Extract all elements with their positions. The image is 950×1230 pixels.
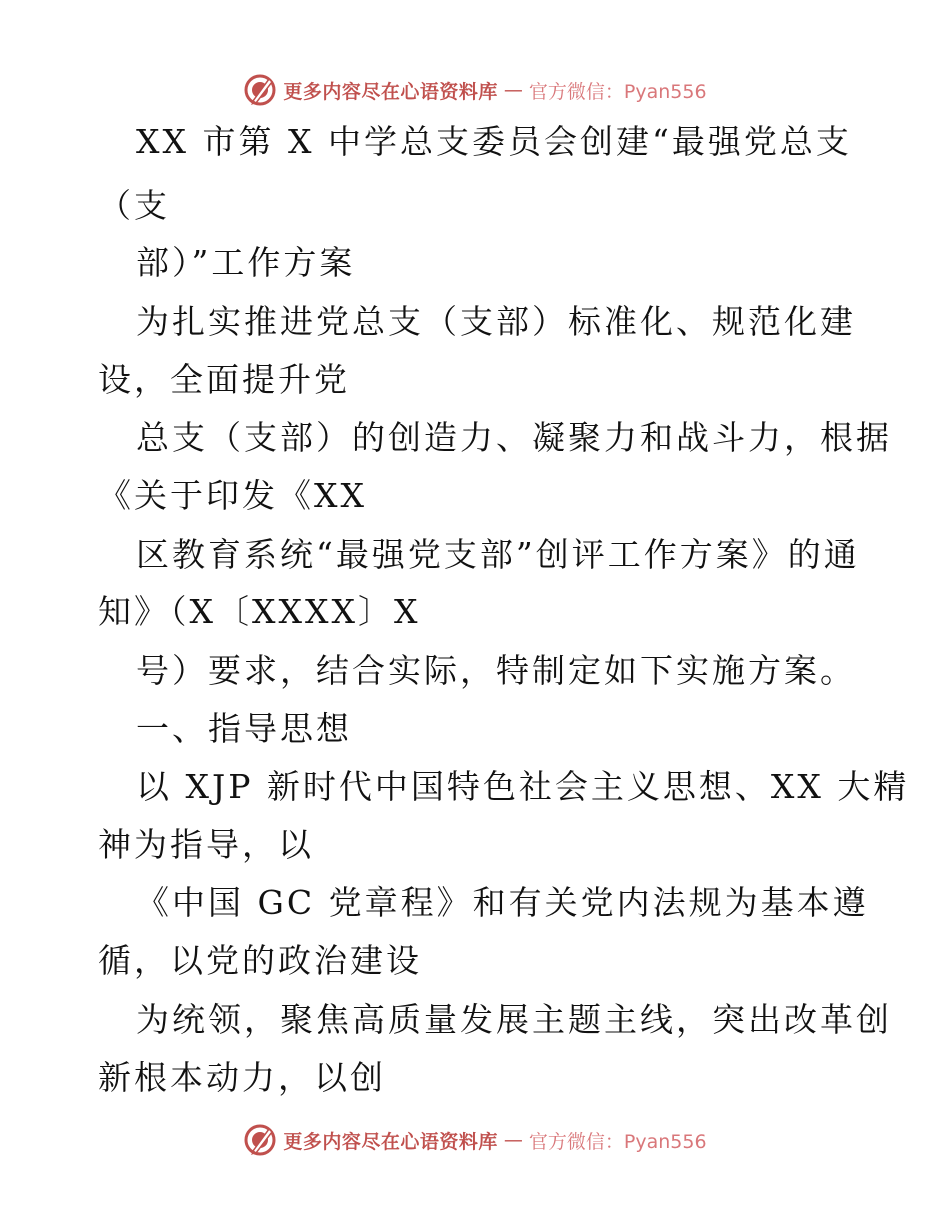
title-line-1: XX 市第 X 中学总支委员会创建“最强党总支 — [136, 122, 852, 161]
watermark-brand-text: 更多内容尽在心语资料库 — [283, 80, 498, 103]
pen-logo-icon — [243, 1123, 277, 1157]
title-line-2: （支 — [98, 186, 170, 225]
paragraph-line: 以 XJP 新时代中国特色社会主义思想、XX 大精 — [136, 767, 910, 806]
header-watermark — [0, 70, 950, 110]
pen-logo-icon — [243, 73, 277, 107]
paragraph-line: 神为指导，以 — [98, 825, 314, 864]
paragraph-line: 设，全面提升党 — [98, 360, 350, 399]
paragraph-line: 《关于印发《XX — [98, 476, 367, 515]
paragraph-line: 为扎实推进党总支（支部）标准化、规范化建 — [136, 302, 856, 341]
watermark-separator: — — [503, 79, 523, 101]
footer-watermark — [0, 1120, 950, 1160]
watermark-contact: 官方微信：Pyan556 — [528, 1130, 707, 1153]
paragraph-line: 知》（X〔XXXX〕X — [98, 592, 421, 631]
paragraph-line: 总支（支部）的创造力、凝聚力和战斗力，根据 — [136, 418, 892, 457]
paragraph-line: 为统领，聚焦高质量发展主题主线，突出改革创 — [136, 1000, 892, 1039]
title-line-3: 部）”工作方案 — [136, 243, 356, 282]
paragraph-line: 《中国 GC 党章程》和有关党内法规为基本遵 — [136, 883, 869, 922]
watermark-contact: 官方微信：Pyan556 — [528, 80, 707, 103]
paragraph-line: 号）要求，结合实际，特制定如下实施方案。 — [136, 651, 856, 690]
paragraph-line: 循，以党的政治建设 — [98, 941, 422, 980]
watermark-separator: — — [503, 1129, 523, 1151]
section-heading: 一、指导思想 — [136, 709, 352, 748]
paragraph-line: 区教育系统“最强党支部”创评工作方案》的通 — [136, 535, 860, 574]
watermark-brand-text: 更多内容尽在心语资料库 — [283, 1130, 498, 1153]
paragraph-line: 新根本动力，以创 — [98, 1058, 386, 1097]
